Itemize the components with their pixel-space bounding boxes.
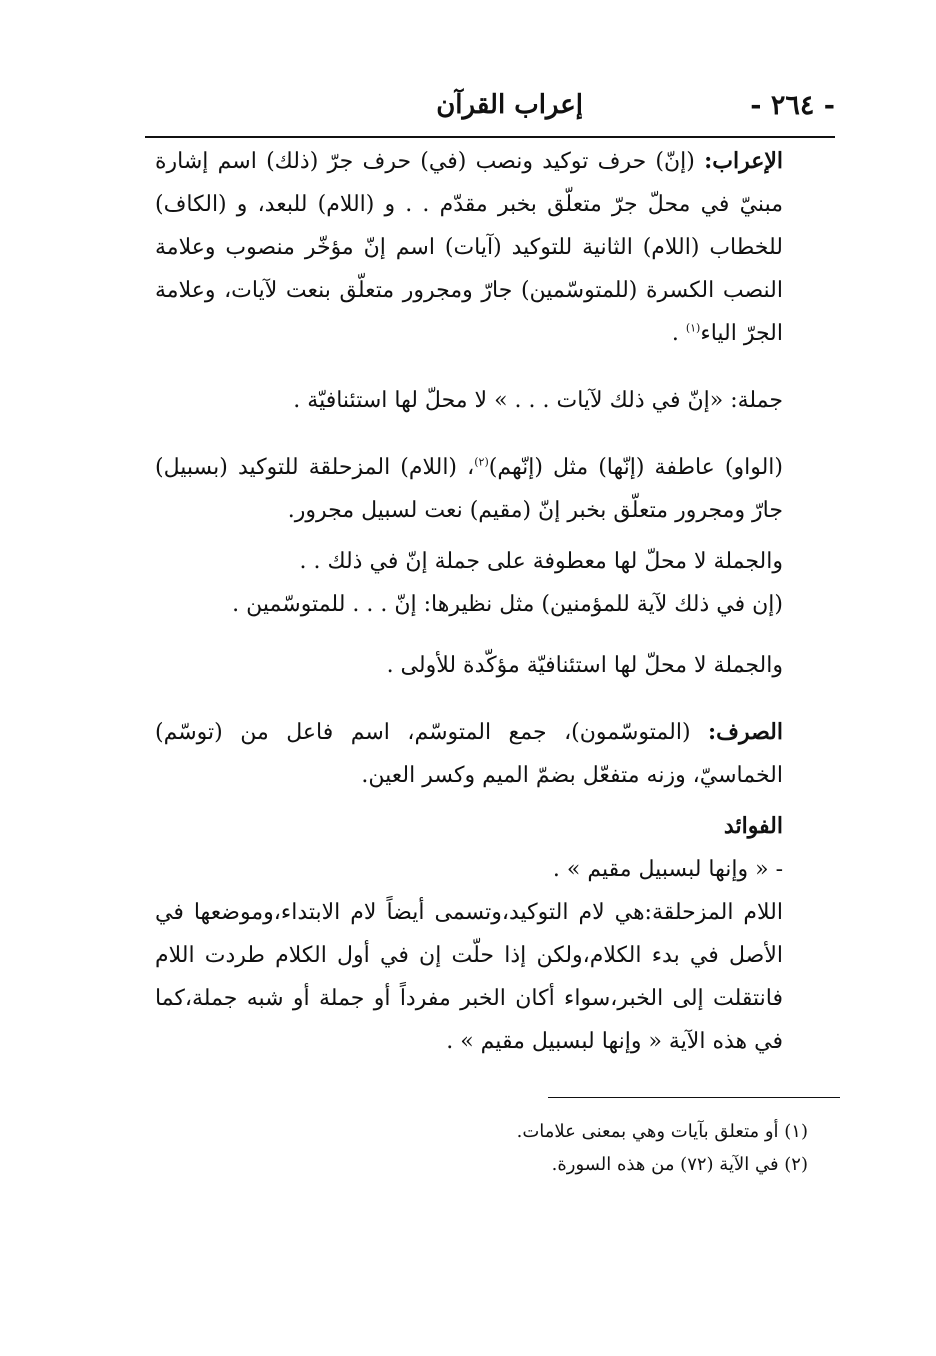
running-title: إعراب القرآن [436, 90, 583, 120]
footnotes [360, 1115, 808, 1181]
irab-end: . [671, 321, 686, 346]
fawaid-paragraph: اللام المزحلقة:هي لام التوكيد،وتسمى أيضاً لام الابتداء،وموضعها في الأصل في بدء الكلام،ولكن إذا حلّت إن في أول الكلام طردت اللام فانتقلت إلى الخبر،سواء أكان الخبر مفرداً أو جملة أو شبه جملة،كما في هذه الآية « وإنها لبسبيل مقيم » . [155, 900, 783, 1054]
header-rule [145, 136, 835, 138]
fawaid-item: - « وإنها لبسبيل مقيم » . [552, 857, 783, 882]
waw-text-b: ، (اللام) المزحلقة للتوكيد (بسبيل) جارّ ومجرور متعلّق بخبر إنّ (مقيم) نعت لسبيل مجرور. [155, 455, 783, 523]
sarf-text: (المتوسّمون)، جمع المتوسّم، اسم فاعل من (توسّم) الخماسيّ، وزنه متفعّل بضمّ الميم وكسر العين. [155, 720, 783, 788]
sarf-label: الصرف: [708, 719, 783, 745]
footnote-ref-1: (١) [685, 321, 701, 335]
waw-paragraph [155, 446, 845, 532]
footnote-2: (٢) في الآية (٧٢) من هذه السورة. [551, 1154, 808, 1175]
footnote-ref-2: (٢) [474, 455, 489, 469]
page-body [155, 140, 845, 1063]
footnote-1: (١) أو متعلق بآيات وهي بمعنى علامات. [516, 1121, 808, 1142]
jumla-line-2: والجملة لا محلّ لها معطوفة على جملة إنّ في ذلك . . [299, 549, 783, 574]
waw-text-a: (الواو) عاطفة (إنّها) مثل (إنّهم) [488, 455, 783, 480]
page-number: - ٢٦٤ - [750, 90, 835, 121]
footnote-rule [548, 1097, 840, 1098]
jumla-line-3: (إن في ذلك لآية للمؤمنين) مثل نظيرها: إنّ . . . للمتوسّمين . [232, 592, 783, 617]
irab-label: الإعراب: [704, 148, 783, 174]
jumla-line-4: والجملة لا محلّ لها استئنافيّة مؤكّدة للأولى . [386, 653, 783, 678]
sarf-paragraph [155, 711, 845, 797]
irab-text: (إنّ) حرف توكيد ونصب (في) حرف جرّ (ذلك) اسم إشارة مبنيّ في محلّ جرّ متعلّق بخبر مقدّم . . و (اللام) للبعد، و (الكاف) للخطاب (اللام) الثانية للتوكيد (آيات) اسم إنّ مؤخّر منصوب وعلامة النصب الكسرة (للمتوسّمين) جارّ ومجرور متعلّق بنعت لآيات، وعلامة الجرّ الياء [155, 149, 783, 346]
jumla-line-1: جملة: «إنّ في ذلك لآيات . . . » لا محلّ لها استئنافيّة . [293, 388, 783, 413]
page-header [145, 82, 835, 138]
irab-paragraph [155, 140, 845, 355]
fawaid-title: الفوائد [723, 813, 783, 839]
